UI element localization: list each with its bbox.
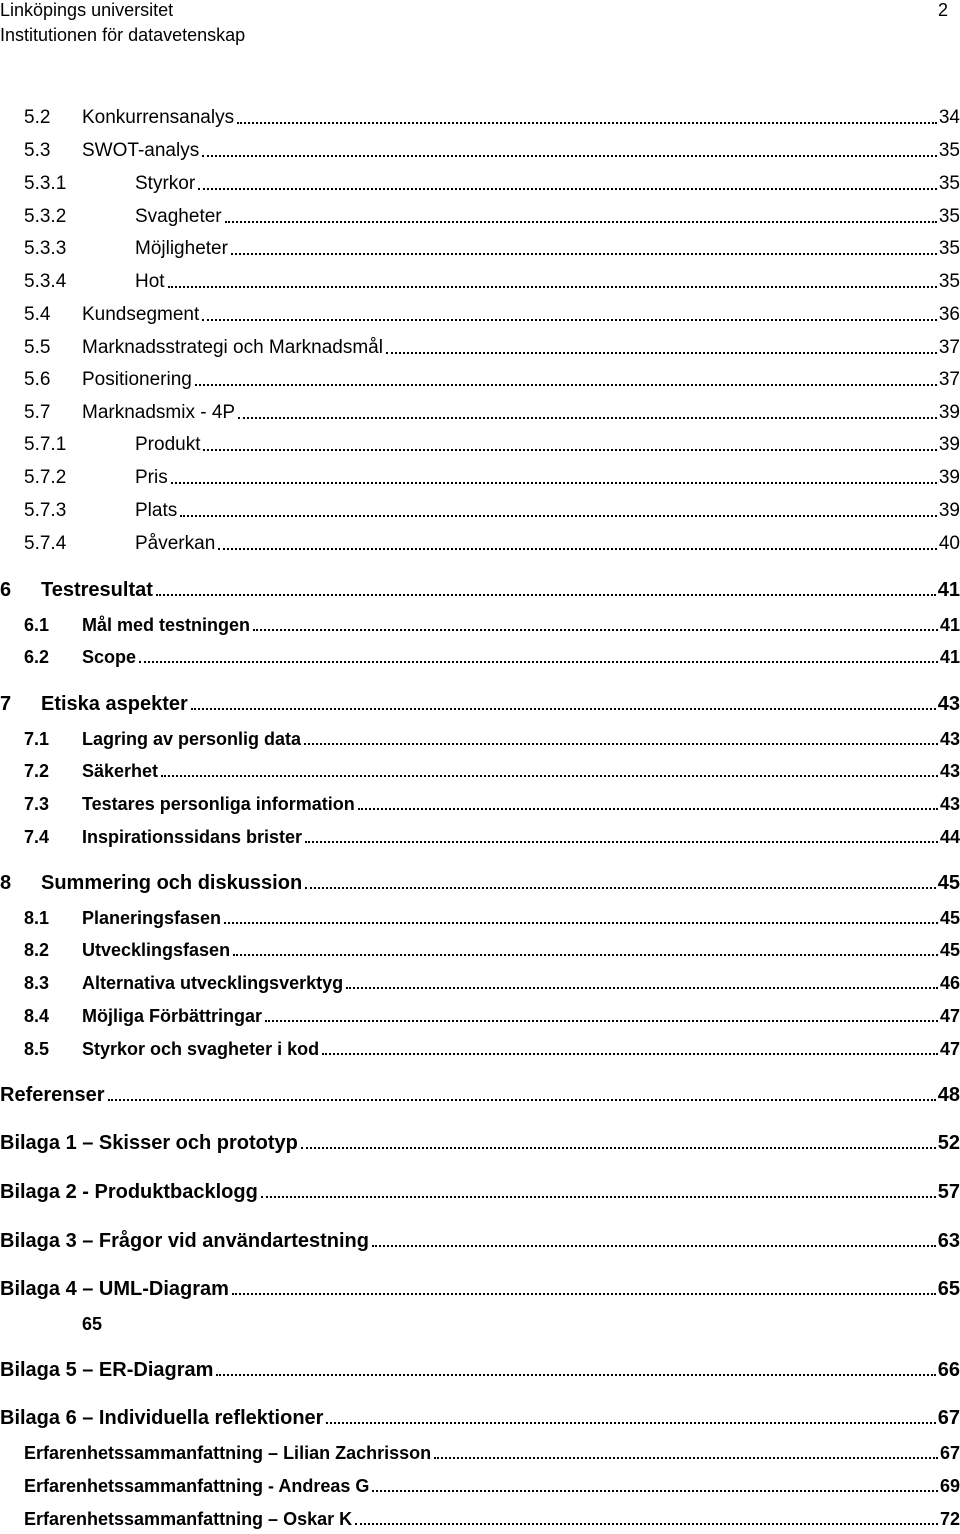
toc-entry[interactable] (0, 1278, 960, 1300)
toc-entry-page: 47 (939, 1006, 960, 1026)
dot-leader (233, 953, 938, 956)
toc-entry[interactable] (24, 206, 960, 228)
toc-entry-title: Styrkor (135, 173, 196, 194)
toc-entry[interactable] (24, 907, 960, 929)
toc-entry[interactable] (24, 1475, 960, 1497)
toc-entry[interactable] (0, 1359, 960, 1381)
dot-leader (326, 1421, 935, 1424)
toc-entry-number: 5.7 (24, 402, 51, 423)
dot-leader (232, 1292, 936, 1295)
toc-entry-title: Erfarenhetssammanfattning – Lilian Zachrisson (24, 1443, 432, 1463)
toc-entry-title: Erfarenhetssammanfattning - Andreas G (24, 1476, 370, 1496)
toc-entry-page: 46 (939, 973, 960, 993)
dot-leader (372, 1489, 938, 1492)
dot-leader (253, 628, 938, 631)
toc-entry-page: 45 (937, 872, 960, 894)
toc-entry[interactable] (0, 1230, 960, 1252)
toc-entry-page: 43 (939, 794, 960, 814)
toc-entry-title: Planeringsfasen (82, 908, 222, 928)
dot-leader (261, 1195, 936, 1198)
toc-entry[interactable] (24, 728, 960, 750)
toc-entry[interactable] (0, 1132, 960, 1154)
toc-entry-number: 8.4 (24, 1006, 50, 1026)
toc-entry-title: Svagheter (135, 206, 222, 227)
dot-leader (203, 448, 936, 451)
dot-leader (202, 318, 937, 321)
toc-entry-title: Hot (135, 271, 165, 292)
toc-entry-number: 5.4 (24, 304, 51, 325)
toc-entry-title: Möjligheter (135, 238, 228, 259)
toc-entry-number: 7.4 (24, 827, 50, 847)
toc-entry-title: Testares personliga information (82, 794, 355, 814)
dot-leader (224, 921, 938, 924)
toc-entry-title: Positionering (82, 369, 192, 390)
toc-entry-title: Bilaga 3 – Frågor vid användartestning (0, 1230, 369, 1252)
toc-entry[interactable] (0, 693, 960, 715)
toc-entry-title: Styrkor och svagheter i kod (82, 1039, 320, 1059)
dot-leader (434, 1456, 938, 1459)
toc-entry-number: 5.3.3 (24, 238, 67, 259)
department-name: Institutionen för datavetenskap (0, 25, 246, 45)
toc-entry-title: Testresultat (41, 579, 153, 601)
toc-entry[interactable] (0, 579, 960, 601)
dot-leader (386, 351, 937, 354)
toc-entry[interactable] (24, 467, 960, 489)
toc-entry-number: 8 (0, 872, 12, 894)
toc-entry[interactable] (24, 140, 960, 162)
toc-entry[interactable] (0, 1084, 960, 1106)
toc-entry[interactable] (24, 369, 960, 391)
toc-entry-page: 39 (938, 434, 960, 455)
toc-entry[interactable] (24, 500, 960, 522)
dot-leader (198, 187, 937, 190)
dot-leader (156, 593, 936, 596)
toc-entry-page: 52 (937, 1132, 960, 1154)
toc-entry-title: Bilaga 2 - Produktbacklogg (0, 1181, 258, 1203)
dot-leader (231, 252, 937, 255)
toc-entry-page: 67 (937, 1407, 960, 1429)
toc-entry[interactable] (24, 972, 960, 994)
toc-entry-title: Mål med testningen (82, 615, 251, 635)
toc-entry-number: 5.7.2 (24, 467, 67, 488)
toc-entry-page: 47 (939, 1039, 960, 1059)
dot-leader (238, 416, 937, 419)
toc-entry-page: 72 (939, 1509, 960, 1529)
toc-entry[interactable] (24, 939, 960, 961)
toc-entry-page: 69 (939, 1476, 960, 1496)
toc-entry[interactable] (24, 826, 960, 848)
toc-entry-number: 5.7.4 (24, 533, 67, 554)
toc-entry-title: Säkerhet (82, 761, 159, 781)
toc-entry[interactable] (24, 614, 960, 636)
toc-entry-title: Marknadsstrategi och Marknadsmål (82, 337, 383, 358)
toc-entry-page: 43 (939, 761, 960, 781)
toc-entry-page: 39 (938, 500, 960, 521)
dot-leader (301, 1146, 936, 1149)
dot-leader (191, 707, 936, 710)
page-number: 2 (937, 0, 948, 20)
toc-entry-page: 63 (937, 1230, 960, 1252)
toc-entry-page: 44 (939, 827, 960, 847)
toc-entry-title: Bilaga 6 – Individuella reflektioner (0, 1407, 324, 1429)
toc-entry-page: 41 (939, 647, 960, 667)
toc-entry-number: 7.1 (24, 729, 50, 749)
toc-entry[interactable] (24, 760, 960, 782)
toc-entry-number: 5.6 (24, 369, 51, 390)
toc-entry-page: 35 (938, 206, 960, 227)
toc-entry-page: 39 (938, 402, 960, 423)
toc-entry-page: 35 (938, 271, 960, 292)
toc-entry[interactable] (24, 402, 960, 424)
toc-entry-page: 41 (939, 615, 960, 635)
toc-entry-page: 43 (937, 693, 960, 715)
toc-entry-title: Scope (82, 647, 137, 667)
toc-entry-title: SWOT-analys (82, 140, 200, 161)
toc-entry[interactable] (24, 337, 960, 359)
toc-entry-title: Konkurrensanalys (82, 107, 235, 128)
toc-entry-title: Pris (135, 467, 168, 488)
toc-entry[interactable] (24, 271, 960, 293)
dot-leader (195, 383, 937, 386)
toc-entry[interactable] (24, 793, 960, 815)
toc-entry-page: 35 (938, 238, 960, 259)
toc-entry-title: Alternativa utvecklingsverktyg (82, 973, 344, 993)
toc-entry-page: 48 (937, 1084, 960, 1106)
toc-entry-title: Möjliga Förbättringar (82, 1006, 262, 1026)
toc-entry-page: 35 (938, 173, 960, 194)
dot-leader (265, 1019, 938, 1022)
toc-entry-number: 7.3 (24, 794, 50, 814)
toc-entry-title: Referenser (0, 1084, 105, 1106)
toc-entry-number: 6 (0, 579, 12, 601)
page-header (0, 0, 960, 56)
toc-entry-number: 7 (0, 693, 12, 715)
toc-entry-title: Utvecklingsfasen (82, 940, 231, 960)
toc-entry-title: Erfarenhetssammanfattning – Oskar K (24, 1509, 353, 1529)
toc-entry-number: 5.5 (24, 337, 51, 358)
toc-entry-title: Bilaga 1 – Skisser och prototyp (0, 1132, 298, 1154)
toc-entry-page: 67 (939, 1443, 960, 1463)
toc-entry[interactable] (24, 533, 960, 555)
toc-entry-number: 8.5 (24, 1039, 50, 1059)
toc-entry-number: 5.3.4 (24, 271, 67, 292)
toc-entry-page: 45 (939, 908, 960, 928)
dot-leader (168, 285, 937, 288)
toc-entry-title: Plats (135, 500, 178, 521)
dot-leader (237, 121, 937, 124)
dot-leader (355, 1522, 938, 1525)
toc-entry-number: 5.3.2 (24, 206, 67, 227)
dot-leader (171, 481, 937, 484)
toc-entry-title: Bilaga 5 – ER-Diagram (0, 1359, 214, 1381)
dot-leader (161, 774, 938, 777)
toc-entry-page: 37 (938, 337, 960, 358)
toc-entry[interactable] (24, 1442, 960, 1464)
toc-entry-page: 37 (938, 369, 960, 390)
toc-entry[interactable] (24, 107, 960, 129)
dot-leader (304, 742, 938, 745)
dot-leader (202, 154, 937, 157)
toc-entry-number: 5.7.1 (24, 434, 67, 455)
toc-entry-number: 5.3 (24, 140, 51, 161)
toc-entry[interactable] (24, 173, 960, 195)
toc-entry-number: 6.2 (24, 647, 50, 667)
dot-leader (108, 1098, 936, 1101)
dot-leader (180, 514, 937, 517)
university-name: Linköpings universitet (0, 0, 174, 20)
toc-entry[interactable] (24, 1508, 960, 1530)
toc-entry-title: Lagring av personlig data (82, 729, 302, 749)
toc-entry[interactable] (24, 646, 960, 668)
toc-entry[interactable] (24, 1038, 960, 1060)
toc-entry-title: Inspirationssidans brister (82, 827, 303, 847)
toc-entry-title: Etiska aspekter (41, 693, 188, 715)
toc-entry[interactable] (0, 872, 960, 894)
toc-entry[interactable] (24, 1005, 960, 1027)
dot-leader (216, 1373, 935, 1376)
dot-leader (139, 660, 938, 663)
dot-leader (305, 886, 936, 889)
toc-entry-number: 8.1 (24, 908, 50, 928)
toc-entry[interactable] (0, 1181, 960, 1203)
toc-entry-number: 8.2 (24, 940, 50, 960)
dot-leader (346, 986, 938, 989)
dot-leader (305, 840, 938, 843)
toc-entry-page: 65 (937, 1278, 960, 1300)
dot-leader (358, 807, 938, 810)
toc-entry-number: 8.3 (24, 973, 50, 993)
toc-entry-page: 57 (937, 1181, 960, 1203)
toc-entry-title: Påverkan (135, 533, 216, 554)
toc-entry-title: Kundsegment (82, 304, 200, 325)
dot-leader (322, 1052, 938, 1055)
toc-entry-page: 40 (938, 533, 960, 554)
toc-entry-page: 36 (938, 304, 960, 325)
toc-entry-page: 41 (937, 579, 960, 601)
toc-entry-page: 39 (938, 467, 960, 488)
toc-entry-number: 5.3.1 (24, 173, 67, 194)
toc-entry[interactable] (24, 304, 960, 326)
toc-entry-page: 66 (937, 1359, 960, 1381)
toc-entry-title: Produkt (135, 434, 201, 455)
dot-leader (372, 1244, 936, 1247)
toc-entry-title: Bilaga 4 – UML-Diagram (0, 1278, 229, 1300)
toc-entry-page: 34 (938, 107, 960, 128)
toc-entry-title: Marknadsmix - 4P (82, 402, 236, 423)
toc-entry-number: 7.2 (24, 761, 50, 781)
toc-entry-page: 35 (938, 140, 960, 161)
toc-entry[interactable] (24, 238, 960, 260)
toc-entry[interactable] (0, 1407, 960, 1429)
toc-entry-page: 45 (939, 940, 960, 960)
toc-entry-page: 43 (939, 729, 960, 749)
toc-entry-title: Summering och diskussion (41, 872, 303, 894)
toc-entry[interactable] (24, 434, 960, 456)
toc-entry-number: 5.7.3 (24, 500, 67, 521)
toc-entry-number: 5.2 (24, 107, 51, 128)
dot-leader (225, 220, 937, 223)
orphan-page-number: 65 (82, 1314, 103, 1334)
toc-entry-number: 6.1 (24, 615, 50, 635)
dot-leader (218, 547, 937, 550)
